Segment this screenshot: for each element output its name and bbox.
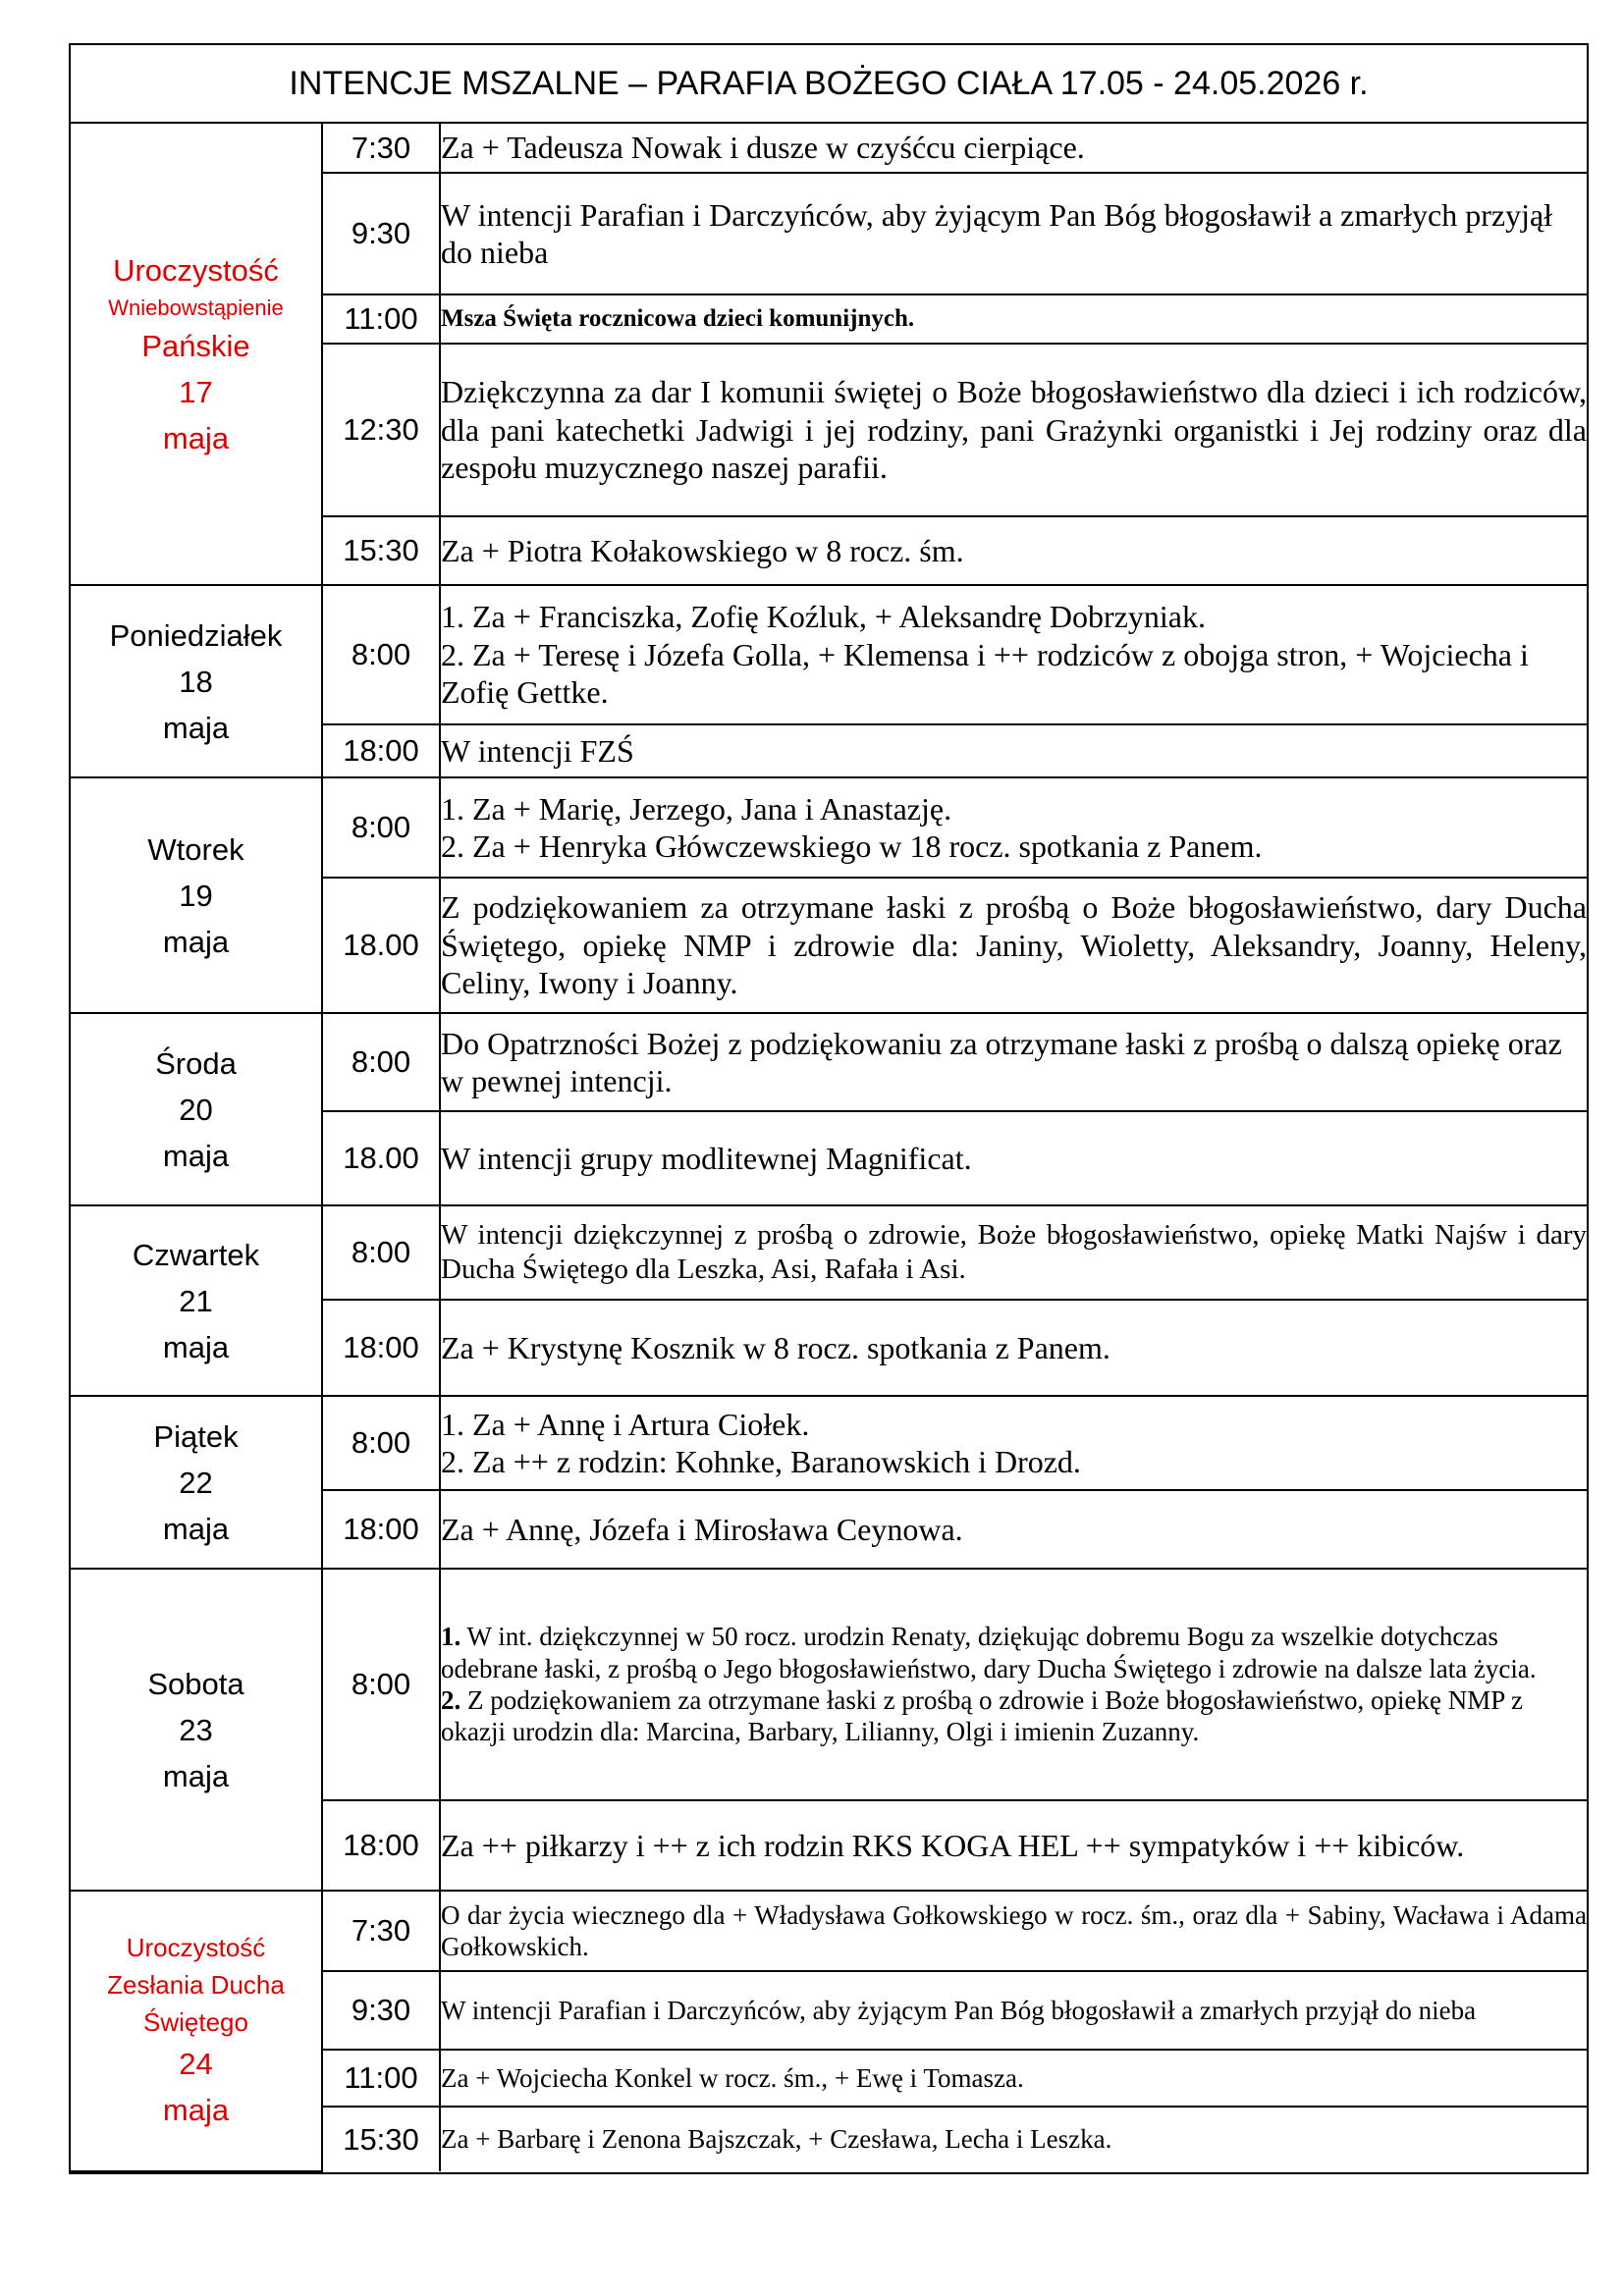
table-row — [71, 1396, 1587, 1490]
table-row — [71, 1013, 1587, 1111]
mass-intention — [440, 516, 1587, 585]
mass-intention — [440, 344, 1587, 516]
day-cell — [71, 1891, 322, 2171]
day-line: Wniebowstąpienie — [108, 294, 284, 320]
intention-text: Za + Barbarę i Zenona Bajszczak, + Czesława, Lecha i Leszka. — [441, 2124, 1112, 2155]
day-line: Świętego — [143, 2007, 248, 2037]
mass-time: 18.00 — [322, 1111, 440, 1205]
table-row — [71, 124, 1587, 173]
mass-intention — [440, 585, 1587, 724]
day-month: maja — [162, 1511, 230, 1546]
intention-text: 1. Za + Annę i Artura Ciołek. — [441, 1406, 810, 1442]
day-line: Poniedziałek — [109, 617, 283, 653]
table-row — [71, 777, 1587, 878]
day-number: 17 — [179, 374, 213, 409]
mass-time: 11:00 — [322, 294, 440, 344]
intention-text: Za + Tadeusza Nowak i dusze w czyśćcu cierpiące. — [441, 130, 1085, 166]
mass-intention — [440, 724, 1587, 777]
mass-time: 18:00 — [322, 1300, 440, 1396]
day-month: maja — [162, 2093, 230, 2127]
mass-intention — [440, 1490, 1587, 1569]
mass-intention — [440, 777, 1587, 878]
mass-time: 11:00 — [322, 2050, 440, 2107]
mass-time: 15:30 — [322, 2107, 440, 2171]
day-line: Sobota — [147, 1666, 244, 1701]
intention-text: Za ++ piłkarzy i ++ z ich rodzin RKS KOGA HEL ++ sympatyków i ++ kibiców. — [441, 1827, 1465, 1863]
day-cell — [71, 124, 322, 585]
day-number: 22 — [179, 1465, 213, 1500]
day-number: 24 — [179, 2047, 213, 2081]
mass-time: 18:00 — [322, 1490, 440, 1569]
day-cell — [71, 777, 322, 1013]
intention-text: Za + Wojciecha Konkel w rocz. śm., + Ewę i Tomasza. — [441, 2062, 1024, 2093]
mass-time: 18.00 — [322, 878, 440, 1013]
mass-intention — [440, 1300, 1587, 1396]
intention-item — [441, 1621, 1587, 1684]
intention-item — [441, 1684, 1587, 1748]
day-month: maja — [162, 420, 230, 455]
mass-time: 7:30 — [322, 124, 440, 173]
table-row — [71, 1891, 1587, 1971]
intention-text: Za + Piotra Kołakowskiego w 8 rocz. śm. — [441, 532, 964, 568]
day-month: maja — [162, 710, 230, 745]
intention-text: W intencji dziękczynnej z prośbą o zdrowie, Boże błogosławieństwo, opiekę Matki Najśw i dary Ducha Świętego dla Leszka, Asi, Rafała i Asi. — [441, 1219, 1587, 1285]
intention-text: W intencji Parafian i Darczyńców, aby żyjącym Pan Bóg błogosławił a zmarłych przyjął do nieba — [441, 196, 1553, 270]
schedule-sheet — [69, 43, 1589, 2174]
day-line: Zesłania Ducha — [107, 1970, 285, 2000]
intention-text: 2. Za ++ z rodzin: Kohnke, Baranowskich i Drozd. — [441, 1444, 1081, 1479]
intention-number: 2. — [441, 1685, 461, 1715]
mass-time: 18:00 — [322, 724, 440, 777]
mass-time: 9:30 — [322, 1971, 440, 2050]
day-month: maja — [162, 1138, 230, 1173]
intention-text: Do Opatrzności Bożej z podziękowaniu za otrzymane łaski z prośbą o dalszą opiekę oraz w pewnej intencji. — [441, 1025, 1562, 1098]
intention-number: 1. — [441, 1622, 461, 1652]
mass-intention — [440, 1396, 1587, 1490]
mass-intention — [440, 294, 1587, 344]
table-row — [71, 585, 1587, 724]
day-line: Piątek — [153, 1418, 239, 1454]
mass-intention — [440, 1891, 1587, 1971]
mass-schedule-table — [71, 124, 1587, 2172]
mass-time: 8:00 — [322, 1569, 440, 1800]
intention-text: Dziękczynna za dar I komunii świętej o Boże błogosławieństwo dla dzieci i ich rodziców, dla pani katechetki Jadwigi i jej rodziny, pani Grażynki organistki i Jej rodziny oraz dla zespołu muzycznego naszej parafii. — [441, 374, 1587, 486]
mass-intention — [440, 1569, 1587, 1800]
intention-text: O dar życia wiecznego dla + Władysława Gołkowskiego w rocz. śm., oraz dla + Sabiny, Wacława i Adama Gołkowskich. — [441, 1899, 1587, 1961]
intention-text: Z podziękowaniem za otrzymane łaski z prośbą o zdrowie i Boże błogosławieństwo, opiekę NMP z okazji urodzin dla: Marcina, Barbary, Lilianny, Olgi i imienin Zuzanny. — [441, 1685, 1523, 1747]
mass-intention — [440, 1111, 1587, 1205]
mass-time: 8:00 — [322, 1396, 440, 1490]
intention-text: W intencji Parafian i Darczyńców, aby żyjącym Pan Bóg błogosławił a zmarłych przyjął do nieba — [441, 1995, 1477, 2025]
intention-text: 2. Za + Henryka Główczewskiego w 18 rocz. spotkania z Panem. — [441, 828, 1263, 864]
day-number: 21 — [179, 1283, 213, 1318]
day-month: maja — [162, 1758, 230, 1793]
day-number: 18 — [179, 664, 213, 699]
intention-text: Za + Annę, Józefa i Mirosława Ceynowa. — [441, 1511, 963, 1547]
mass-intention — [440, 1800, 1587, 1891]
mass-time: 8:00 — [322, 1013, 440, 1111]
intention-text: 2. Za + Teresę i Józefa Golla, + Klemensa i ++ rodziców z obojga stron, + Wojciecha i Zofię Gettke. — [441, 636, 1529, 711]
intention-text: Z podziękowaniem za otrzymane łaski z prośbą o Boże błogosławieństwo, dary Ducha Świętego, opiekę NMP i zdrowie dla: Janiny, Wioletty, Aleksandry, Joanny, Heleny, Celiny, Iwony i Joanny. — [441, 889, 1587, 1001]
table-row — [71, 1569, 1587, 1800]
day-line: Czwartek — [132, 1237, 260, 1272]
intention-text: 1. Za + Franciszka, Zofię Koźluk, + Aleksandrę Dobrzyniak. — [441, 599, 1206, 635]
mass-intention — [440, 878, 1587, 1013]
day-number: 20 — [179, 1092, 213, 1127]
intention-text: W int. dziękczynnej w 50 rocz. urodzin Renaty, dziękując dobremu Bogu za wszelkie dotychczas odebrane łaski, z prośbą o Jego błogosławieństwo, dary Ducha Świętego i zdrowie na dalsze lata życia. — [441, 1622, 1537, 1683]
day-line: Środa — [155, 1045, 237, 1081]
day-month: maja — [162, 1329, 230, 1364]
day-cell — [71, 1396, 322, 1569]
mass-intention — [440, 1013, 1587, 1111]
intention-text: W intencji FZŚ — [441, 732, 634, 769]
mass-intention — [440, 2107, 1587, 2171]
mass-time: 9:30 — [322, 173, 440, 294]
day-month: maja — [162, 924, 230, 959]
day-number: 23 — [179, 1712, 213, 1747]
mass-time: 8:00 — [322, 585, 440, 724]
intention-text: W intencji grupy modlitewnej Magnificat. — [441, 1140, 972, 1176]
mass-time: 12:30 — [322, 344, 440, 516]
day-cell — [71, 585, 322, 777]
mass-intention — [440, 1205, 1587, 1300]
mass-time: 8:00 — [322, 1205, 440, 1300]
mass-intention — [440, 173, 1587, 294]
day-cell — [71, 1013, 322, 1205]
day-line: Uroczystość — [113, 252, 279, 288]
day-line: Pańskie — [141, 328, 250, 363]
mass-time: 18:00 — [322, 1800, 440, 1891]
day-number: 19 — [179, 878, 213, 913]
intention-text: Za + Krystynę Kosznik w 8 rocz. spotkania z Panem. — [441, 1329, 1110, 1365]
page-title: INTENCJE MSZALNE – PARAFIA BOŻEGO CIAŁA 17.05 - 24.05.2026 r. — [71, 45, 1587, 124]
intention-text: Msza Święta rocznicowa dzieci komunijnych. — [441, 305, 915, 332]
mass-time: 15:30 — [322, 516, 440, 585]
mass-time: 7:30 — [322, 1891, 440, 1971]
table-row — [71, 1205, 1587, 1300]
day-cell — [71, 1569, 322, 1891]
intention-text: 1. Za + Marię, Jerzego, Jana i Anastazję. — [441, 790, 952, 827]
mass-time: 8:00 — [322, 777, 440, 878]
mass-intention — [440, 1971, 1587, 2050]
day-line: Uroczystość — [126, 1933, 266, 1962]
day-line: Wtorek — [147, 831, 244, 867]
day-cell — [71, 1205, 322, 1396]
mass-intention — [440, 2050, 1587, 2107]
mass-intention — [440, 124, 1587, 173]
